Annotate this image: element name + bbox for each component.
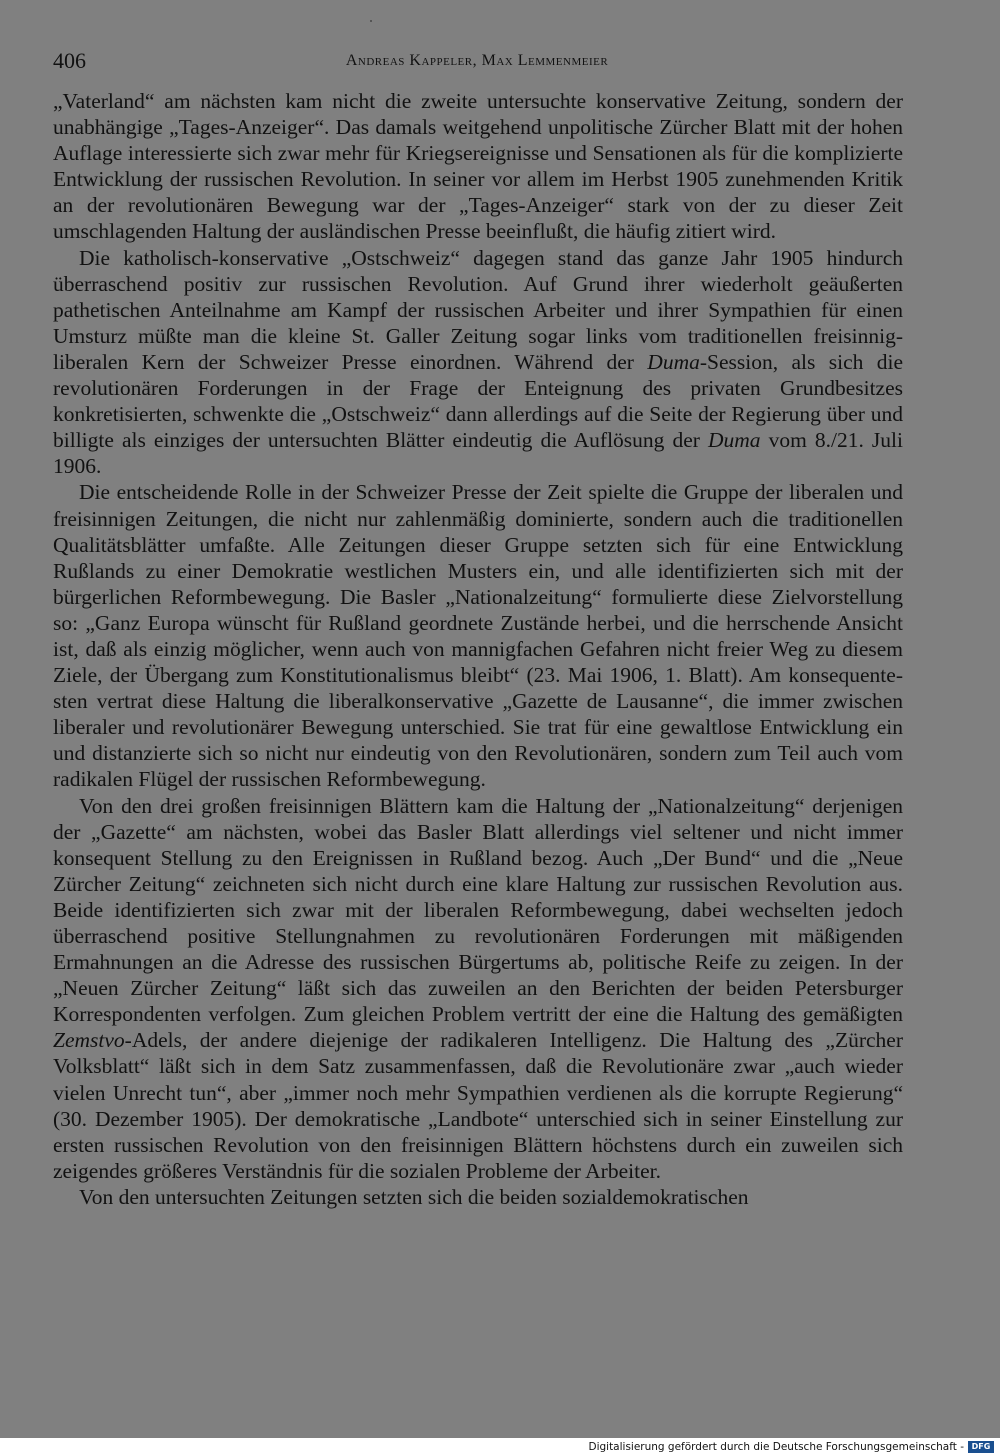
paragraph-text: Die entscheidende Rolle in der Schweizer Presse der Zeit spielte die Gruppe der liberalen und freisinnigen Zeitungen, die nicht nur zahlenmäßig dominierte, sondern auch die traditionellen Qualitätsblätter umfaßte. Alle Zeitungen dieser Gruppe setzten sich für eine Entwicklung Rußlands zu einer Demokratie westlichen Musters ein, und alle identifizierten sich mit der bürgerlichen Reformbewegung. Die Basler „Nationalzeitung“ formulierte diese Zielvorstellung so: „Ganz Europa wünscht für Rußland geordnete Zustände herbei, und die herrschende Ansicht ist, daß als einzig möglicher, wenn auch von mannigfachen Gefahren nicht freier Weg zu diesem Ziele, der Übergang zum Konstitutionalismus bleibt“ (23. Mai 1906, 1. Blatt). Am konsequentesten vertrat diese Haltung die liberalkonservative „Gazette de Lausanne“, die immer zwischen liberaler und revolutionärer Bewegung unterschied. Sie trat für eine gewaltlose Entwicklung ein und distanzierte sich so nicht nur eindeutig von den Revolutionären, sondern zum Teil auch vom radikalen Flügel der russischen Reformbewegung. xyxy=(53,480,903,792)
footer-credit: Digitalisierung gefördert durch die Deutsche Forschungsgemeinschaft - xyxy=(588,1441,964,1453)
paragraph-text: vom 8./21. Juli 1906. xyxy=(53,428,903,479)
running-head: Andreas Kappeler, Max Lemmenmeier xyxy=(345,52,609,69)
digitization-footer xyxy=(0,1438,1000,1456)
paragraph xyxy=(53,245,903,480)
paragraph-text: -Adels, der andere diejenige der radikaleren Intelligenz. Die Haltung des „Zürcher Volksblatt“ läßt sich in dem Satz zusammenfassen, daß die Revolutionäre zwar „auch wieder vielen Unrecht tun“, aber „immer noch mehr Sympathien verdienen als die korrupte Regierung“ (30. Dezember 1905). Der demokratische „Landbote“ unterschied sich in seiner Einstellung zur ersten russischen Revolution von den freisinnigen Blättern höchstens durch ein zuweilen sich zeigendes größeres Verständnis für die sozialen Probleme der Arbeiter. xyxy=(53,1028,903,1183)
paragraph-text: Die katholisch-konservative „Ostschweiz“ dagegen stand das ganze Jahr 1905 hindurch überraschend positiv zur russischen Revolution. Auf Grund ihrer wiederholt geäußerten pathetischen Anteilnahme am Kampf der russischen Arbeiter und ihrer Sympathien für einen Umsturz müßte man die kleine St. Galler Zeitung sogar links vom traditionellen freisinnig-liberalen Kern der Schweizer Presse einordnen. Während der xyxy=(53,245,903,374)
italic-term: Zemstvo xyxy=(53,1028,125,1053)
dfg-logo: DFG xyxy=(968,1441,994,1453)
italic-term: Duma xyxy=(707,428,761,453)
page-header xyxy=(53,46,901,76)
paragraph-text: Von den untersuchten Zeitungen setzten sich die beiden sozialdemokratischen xyxy=(79,1184,749,1209)
paragraph-text: „Vaterland“ am nächsten kam nicht die zweite untersuchte konservative Zeitung, sondern der unabhängige „Tages-Anzeiger“. Das damals weitgehend unpolitische Zürcher Blatt mit der hohen Auflage interessierte sich zwar mehr für Kriegsereignisse und Sensationen als für die komplizierte Entwicklung der russischen Revolution. In seiner vor allem im Herbst 1905 zunehmenden Kritik an der revolutionären Bewegung war der „Tages-Anzeiger“ stark von der zu dieser Zeit umschlagenden Haltung der ausländischen Presse beeinflußt, die häufig zitiert wird. xyxy=(53,89,903,244)
paragraph-text: Von den drei großen freisinnigen Blättern kam die Haltung der „Nationalzeitung“ derjenigen der „Gazette“ am nächsten, wobei das Basler Blatt allerdings viel seltener und nicht immer konsequent Stellung zu den Ereignissen in Rußland bezog. Auch „Der Bund“ und die „Neue Zürcher Zeitung“ zeichneten sich nicht durch eine klare Haltung zur russischen Revolution aus. Beide identifizierten sich zwar mit der liberalen Reformbewegung, dabei wechselten jedoch überraschend positive Stellungnahmen zu revolutionären Forderungen mit mäßigenden Ermahnungen an die Adresse des russischen Bürgertums ab, politische Reife zu zeigen. In der „Neuen Zürcher Zeitung“ läßt sich das zuweilen an den Berichten der beiden Petersburger Korrespondenten verfolgen. Zum gleichen Problem vertritt der eine die Haltung des gemäßigten xyxy=(53,793,903,1027)
scan-speck xyxy=(370,20,372,22)
body-text xyxy=(53,88,903,1210)
paragraph xyxy=(53,793,903,1184)
paragraph-text: -Session, als sich die revolutionären Forderungen in der Frage der Enteignung des privaten Grundbesitzes konkretisierten, schwenkte die „Ostschweiz“ dann allerdings auf die Seite der Regierung über und billigte als einziges der untersuchten Blätter eindeutig die Auflösung der xyxy=(53,349,904,453)
paragraph xyxy=(53,1184,903,1210)
paragraph xyxy=(53,88,903,245)
page-number: 406 xyxy=(53,48,86,73)
paragraph xyxy=(53,479,903,792)
italic-term: Duma xyxy=(647,349,700,374)
